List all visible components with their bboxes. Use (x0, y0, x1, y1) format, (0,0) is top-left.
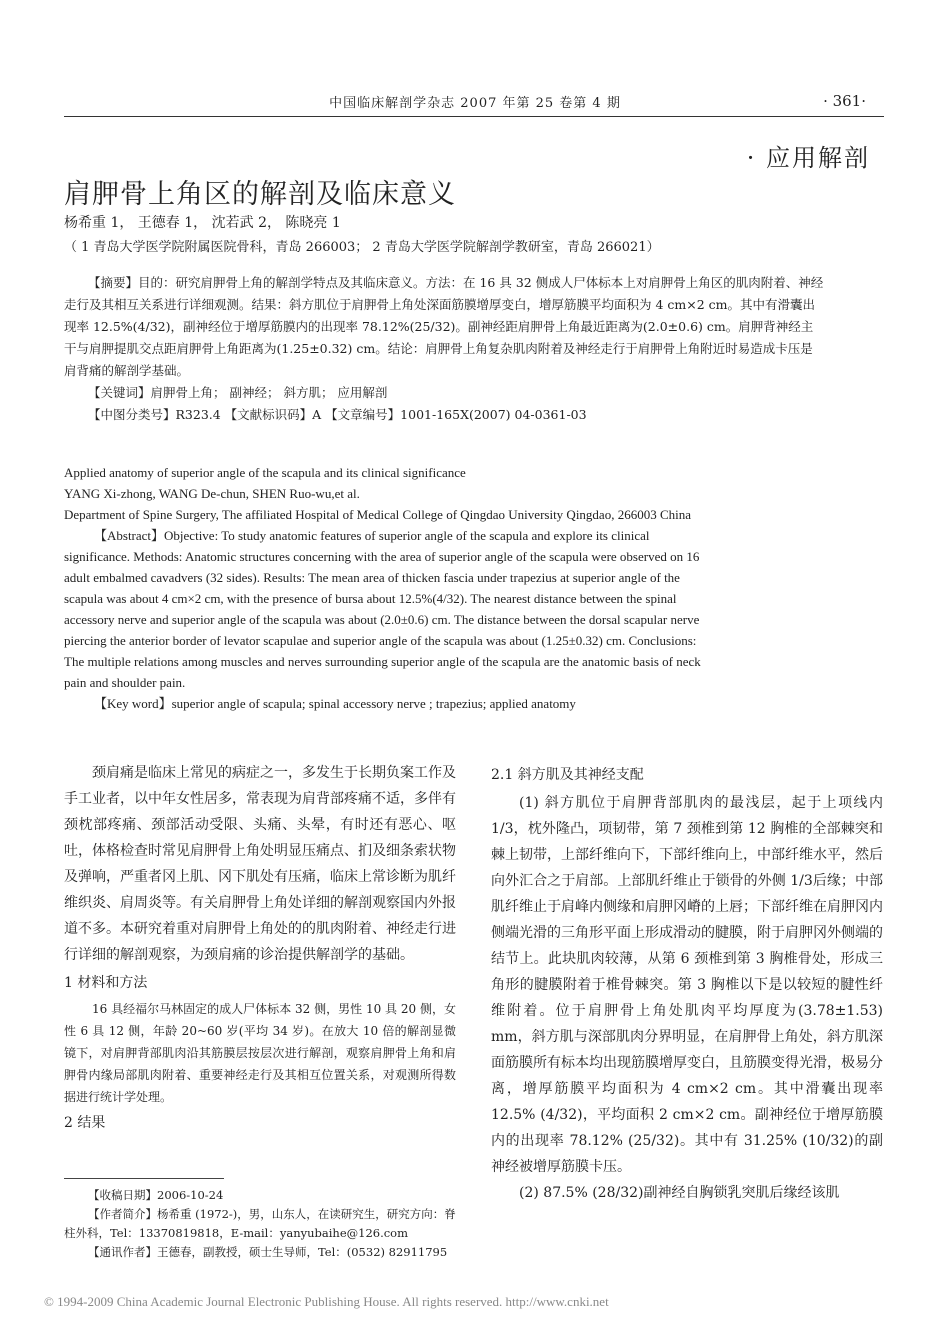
footnotes (64, 1186, 464, 1262)
section-tag: · 应用解剖 (746, 144, 870, 172)
english-title: Applied anatomy of superior angle of the scapula and its clinical significance (64, 465, 466, 480)
english-authors: YANG Xi-zhong, WANG De-chun, SHEN Ruo-wu,et al. (64, 486, 360, 501)
footnote-received: 【收稿日期】2006-10-24 (88, 1188, 224, 1202)
classification-cn: 【中图分类号】R323.4 【文献标识码】A 【文章编号】1001-165X(2007) 04-0361-03 (88, 407, 587, 422)
english-abstract-block (64, 462, 704, 714)
methods-paragraph: 16 具经福尔马林固定的成人尸体标本 32 侧，男性 10 具 20 侧，女性 6 具 12 侧，年龄 20~60 岁(平均 34 岁)。在放大 10 倍的解剖显微镜下，对肩胛背部肌肉沿其筋膜层按层次进行解剖，观察肩胛骨上角和肩胛骨内缘局部肌肉附着、重要神经走行及其相互位置关系，对观测所得数据进行统计学处理。 (64, 1002, 456, 1104)
english-abstract: 【Abstract】Objective: To study anatomic features of superior angle of the scapula and explore its clinical significance. Methods: Anatomic structures concerning with the area of superior angle of the scapula were observed on 16 adult embalmed cavadvers (32 sides). Results: The mean area of thicken fascia under trapezius at superior angle of the scapula was about 4 cm×2 cm, with the presence of bursa about 12.5%(4/32). The nearest distance between the spinal accessory nerve and superior angle of the scapula was about (2.0±0.6) cm. The distance between the dorsal scapular nerve piercing the anterior border of levator scapulae and superior angle of the scapula was about (1.25±0.32) cm. Conclusions: The multiple relations among muscles and nerves surrounding superior angle of the scapula are the anatomic basis of neck pain and shoulder pain. (64, 528, 701, 690)
body-right-column (491, 760, 883, 1206)
page-number: · 361· (823, 92, 866, 110)
results-paragraph-2: (2) 87.5% (28/32)副神经自胸锁乳突肌后缘经该肌 (519, 1185, 840, 1201)
body-left-column (64, 760, 456, 1138)
footnote-corresponding: 【通讯作者】王德春，副教授，硕士生导师，Tel：(0532) 82911795 (88, 1245, 448, 1259)
copyright-footer: © 1994-2009 China Academic Journal Electronic Publishing House. All rights reserved. http://www.cnki.net (44, 1294, 609, 1309)
chinese-abstract-block (64, 272, 824, 426)
subsection-heading-2-1: 2.1 斜方肌及其神经支配 (491, 767, 644, 783)
footnote-rule (64, 1178, 224, 1179)
abstract-cn: 【摘要】目的：研究肩胛骨上角的解剖学特点及其临床意义。方法：在 16 具 32 侧成人尸体标本上对肩胛骨上角区的肌肉附着、神经走行及其相互关系进行详细观测。结果：斜方肌位于肩胛骨上角处深面筋膜增厚变白，增厚筋膜平均面积为 4 cm×2 cm。其中有滑囊出现率 12.5%(4/32)，副神经位于增厚筋膜内的出现率 78.12%(25/32)。副神经距肩胛骨上角最近距离为(2.0±0.6) cm。肩胛背神经主干与肩胛提肌交点距肩胛骨上角距离为(1.25±0.32) cm。结论：肩胛骨上角复杂肌肉附着及神经走行于肩胛骨上角附近时易造成卡压是肩背痛的解剖学基础。 (64, 275, 824, 378)
affiliation: （ 1 青岛大学医学院附属医院骨科，青岛 266003； 2 青岛大学医学院解剖学教研室，青岛 266021） (64, 240, 660, 255)
footnote-author: 【作者简介】杨希重 (1972-)，男，山东人，在读研究生，研究方向：脊柱外科，Tel：13370819818，E-mail：yanyubaihe@126.com (64, 1207, 456, 1240)
results-paragraph-1: (1) 斜方肌位于肩胛背部肌肉的最浅层，起于上项线内 1/3，枕外隆凸，项韧带，第 7 颈椎到第 12 胸椎的全部棘突和棘上韧带，上部纤维向下，下部纤维向上，中部纤维水平，然后向外汇合之于肩部。上部肌纤维止于锁骨的外侧 1/3后缘；中部肌纤维止于肩峰内侧缘和肩胛冈嵴的上唇；下部纤维在肩胛冈内侧端光滑的三角形平面上形成滑动的腱膜，附于肩胛冈外侧端的结节上。此块肌肉较薄，从第 6 颈椎到第 3 胸椎骨处，形成三角形的腱膜附着于椎骨棘突。第 3 胸椎以下是以较短的腱性纤维附着。位于肩胛骨上角处肌肉平均厚度为(3.78±1.53) mm，斜方肌与深部肌肉分界明显，在肩胛骨上角处，斜方肌深面筋膜所有标本均出现筋膜增厚变白，且筋膜变得光滑，极易分离，增厚筋膜平均面积为 4 cm×2 cm。其中滑囊出现率 12.5% (4/32)，平均面积 2 cm×2 cm。副神经位于增厚筋膜内的出现率 78.12% (25/32)。其中有 31.25% (10/32)的副神经被增厚筋膜卡压。 (491, 795, 883, 1175)
header-rule (64, 116, 884, 117)
english-affiliation: Department of Spine Surgery, The affiliated Hospital of Medical College of Qingdao University Qingdao, 266003 China (64, 507, 692, 522)
journal-header: 中国临床解剖学杂志 2007 年第 25 卷第 4 期 (329, 96, 621, 111)
intro-paragraph: 颈肩痛是临床上常见的病症之一，多发生于长期负案工作及手工业者，以中年女性居多，常表现为肩背部疼痛不适，多伴有颈枕部疼痛、颈部活动受限、头痛、头晕，有时还有恶心、呕吐，体格检查时常见肩胛骨上角处明显压痛点、扪及细条索状物及弹响，严重者冈上肌、冈下肌处有压痛，临床上常诊断为肌纤维织炎、肩周炎等。有关肩胛骨上角处详细的解剖观察国内外报道不多。本研究着重对肩胛骨上角处的的肌肉附着、神经走行进行详细的解剖观察，为颈肩痛的诊治提供解剖学的基础。 (64, 765, 456, 963)
authors: 杨希重 1， 王德春 1， 沈若武 2， 陈晓亮 1 (64, 215, 341, 231)
english-keywords: 【Key word】superior angle of scapula; spinal accessory nerve ; trapezius; applied anatomy (94, 696, 576, 711)
section-heading-2: 2 结果 (64, 1115, 106, 1131)
article-title: 肩胛骨上角区的解剖及临床意义 (64, 179, 456, 210)
keywords-cn: 【关键词】肩胛骨上角； 副神经； 斜方肌； 应用解剖 (88, 385, 388, 400)
section-heading-1: 1 材料和方法 (64, 975, 148, 991)
